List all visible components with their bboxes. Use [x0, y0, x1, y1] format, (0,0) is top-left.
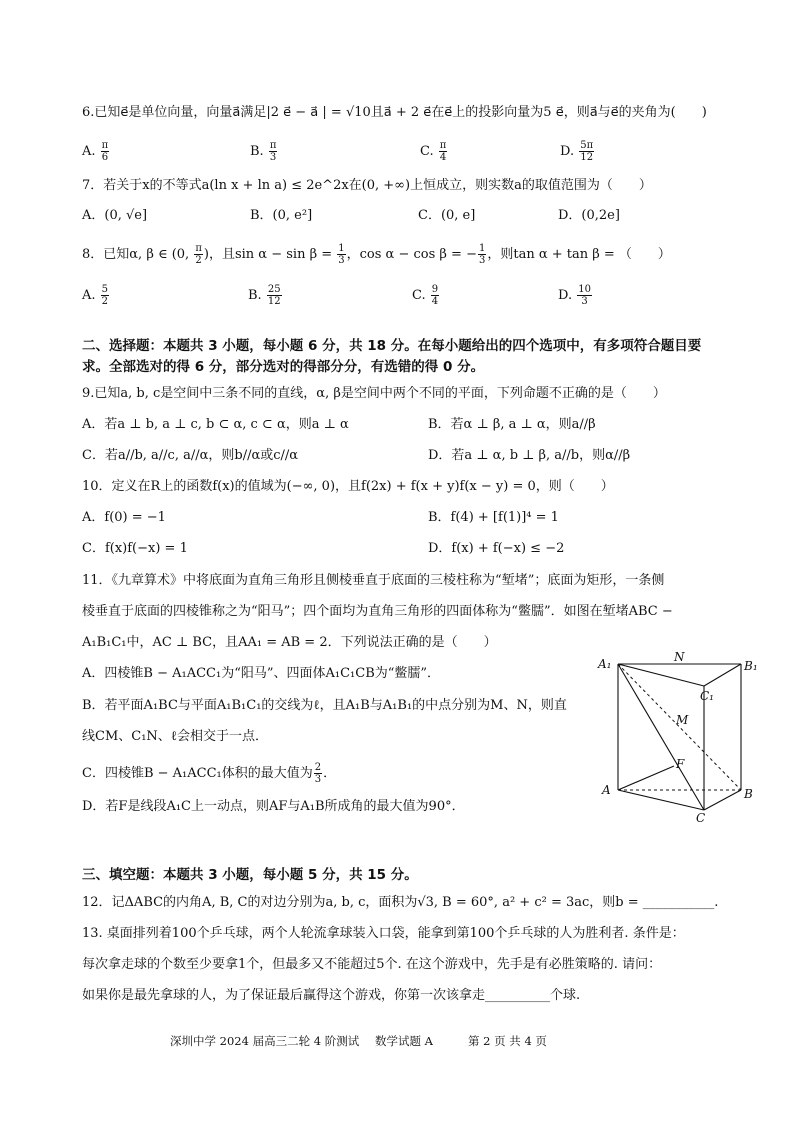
q9-stem: 9.已知a, b, c是空间中三条不同的直线，α, β是空间中两个不同的平面，下列命题不正确的是（ ）	[82, 386, 666, 401]
segment-a1-b-hidden	[618, 664, 741, 790]
edge-b1-c1	[704, 664, 741, 686]
option-label: B.	[250, 144, 264, 159]
label-c: C	[696, 811, 706, 824]
q11-option-d: D．若F是线段A₁C上一动点，则AF与A₁B所成角的最大值为90°．	[82, 799, 465, 814]
option-label: A.	[82, 144, 96, 159]
segment-a-f	[618, 766, 674, 790]
q11-option-b-line2: 线CM、C₁N、ℓ会相交于一点．	[82, 729, 269, 744]
fraction: $\frac{\pi}{6}$	[101, 140, 109, 163]
q8-stem: 8．已知α, β ∈ (0, $\frac{\pi}{2}$ )，且sin α − sin β = $\frac{1}{3}$ ，cos α − cos β = − $\frac{1}{3}$ ，则tan α + tan β = （ ）	[82, 243, 671, 266]
fraction: $\frac{1}{3}$	[478, 243, 486, 266]
edge-a-c	[618, 790, 704, 810]
q10-option-d: D．f(x) + f(−x) ≤ −2	[428, 541, 565, 556]
label-a: A	[602, 783, 611, 797]
q10-option-a: A．f(0) = −1	[82, 510, 166, 525]
label-n: N	[674, 652, 685, 664]
label-b1: B₁	[744, 659, 758, 673]
edge-a1-c1	[618, 664, 704, 686]
q10-option-c: C．f(x)f(−x) = 1	[82, 541, 188, 556]
fraction: $\frac{5\pi}{12}$	[580, 140, 594, 163]
label-c1: C₁	[700, 689, 714, 703]
q11-stem-line2: 棱垂直于底面的四棱锥称之为“阳马”；四个面均为直角三角形的四面体称为“鳖臑”．如图在堑堵ABC −	[82, 604, 673, 619]
q6-option-d	[560, 140, 595, 163]
section3-heading: 三、填空题：本题共 3 小题，每小题 5 分，共 15 分。	[82, 867, 418, 883]
q8-option-a: A. $\frac{5}{2}$	[82, 284, 109, 307]
q11-stem-line1: 11．《九章算术》中将底面为直角三角形且侧棱垂直于底面的三棱柱称为“堑堵”；底面为矩形，一条侧	[82, 573, 665, 588]
footer-school: 深圳中学 2024 届高三二轮 4 阶测试	[170, 1034, 360, 1048]
q10-option-b: B．f(4) + [f(1)]⁴ = 1	[428, 510, 559, 525]
q6-option-a	[82, 140, 110, 163]
label-b: B	[744, 787, 753, 801]
q9-option-b: B．若α ⊥ β, a ⊥ α，则a//β	[428, 417, 596, 432]
section2-heading-line1: 二、选择题：本题共 3 小题，每小题 6 分，共 18 分。在每小题给出的四个选项中，有多项符合题目要	[82, 338, 702, 354]
edge-c-b	[704, 790, 741, 810]
q11-stem-line3: A₁B₁C₁中，AC ⊥ BC，且AA₁ = AB = 2．下列说法正确的是（ ）	[82, 635, 497, 650]
q10-stem: 10．定义在R上的函数f(x)的值域为(−∞, 0)，且f(2x) + f(x + y)f(x − y) = 0，则（ ）	[82, 479, 614, 494]
label-a1: A₁	[598, 657, 612, 671]
label-m: M	[676, 713, 689, 727]
q7-option-c: C．(0, e]	[418, 208, 476, 223]
q11-option-c: C．四棱锥B − A₁ACC₁体积的最大值为 $\frac{2}{3}$ ．	[82, 762, 337, 785]
q13-line1: 13. 桌面排列着100个乒乓球，两个人轮流拿球装入口袋，能拿到第100个乒乓球的人为胜利者. 条件是：	[82, 926, 685, 941]
q13-line2: 每次拿走球的个数至少要拿1个，但最多又不能超过5个. 在这个游戏中，先手是有必胜策略的. 请问：	[82, 957, 662, 972]
fraction: $\frac{10}{3}$	[578, 284, 591, 307]
q6-option-c	[420, 140, 448, 163]
q7-option-a: A．(0, √e]	[82, 208, 148, 223]
prism-figure	[596, 652, 772, 824]
fraction: $\frac{5}{2}$	[101, 284, 109, 307]
fraction: $\frac{\pi}{4}$	[439, 140, 447, 163]
q7-option-d: D．(0,2e]	[558, 208, 620, 223]
segment-a1-c	[618, 664, 704, 810]
label-f: F	[676, 757, 685, 771]
q7-stem: 7．若关于x的不等式a(ln x + ln a) ≤ 2e^2x在(0, +∞)上恒成立，则实数a的取值范围为（ ）	[82, 178, 652, 193]
q13-line3: 如果你是最先拿球的人，为了保证最后赢得这个游戏，你第一次该拿走__________个球.	[82, 988, 581, 1003]
fraction: $\frac{9}{4}$	[431, 284, 439, 307]
q12-stem: 12．记ΔABC的内角A, B, C的对边分别为a, b, c，面积为√3, B = 60°, a² + c² = 3ac，则b = ___________.	[82, 895, 719, 910]
q9-option-d: D．若a ⊥ α, b ⊥ β, a//b，则α//β	[428, 448, 631, 463]
footer-page: 第 2 页 共 4 页	[468, 1034, 547, 1048]
q8-option-b: B. $\frac{25}{12}$	[248, 284, 281, 307]
q6-option-b	[250, 140, 278, 163]
footer-subject: 数学试题 A	[375, 1034, 433, 1048]
fraction: $\frac{\pi}{2}$	[195, 243, 202, 266]
q6-stem: 6.已知e⃗是单位向量，向量a⃗满足|2 e⃗ − a⃗ | = √10且a⃗ + 2 e⃗在e⃗上的投影向量为5 e⃗，则a⃗与e⃗的夹角为( )	[82, 105, 707, 120]
option-label: C.	[420, 144, 434, 159]
fraction: $\frac{1}{3}$	[338, 243, 345, 266]
q9-option-a: A．若a ⊥ b, a ⊥ c, b ⊂ α, c ⊂ α，则a ⊥ α	[82, 417, 349, 432]
option-label: D.	[560, 144, 575, 159]
q7-option-b: B．(0, e²]	[250, 208, 313, 223]
q11-option-b-line1: B．若平面A₁BC与平面A₁B₁C₁的交线为ℓ，且A₁B与A₁B₁的中点分别为M、N，则直	[82, 698, 567, 713]
fraction: $\frac{2}{3}$	[314, 762, 322, 785]
fraction: $\frac{25}{12}$	[267, 284, 281, 307]
q11-option-a: A．四棱锥B − A₁ACC₁为“阳马”、四面体A₁C₁CB为“鳖臑”．	[82, 666, 441, 681]
q8-option-c: C. $\frac{9}{4}$	[412, 284, 439, 307]
q8-option-d: D. $\frac{10}{3}$	[558, 284, 591, 307]
section2-heading-line2: 求。全部选对的得 6 分，部分选对的得部分分，有选错的得 0 分。	[82, 359, 485, 375]
q9-option-c: C．若a//b, a//c, a//α，则b//α或c//α	[82, 448, 299, 463]
fraction: $\frac{\pi}{3}$	[269, 140, 277, 163]
